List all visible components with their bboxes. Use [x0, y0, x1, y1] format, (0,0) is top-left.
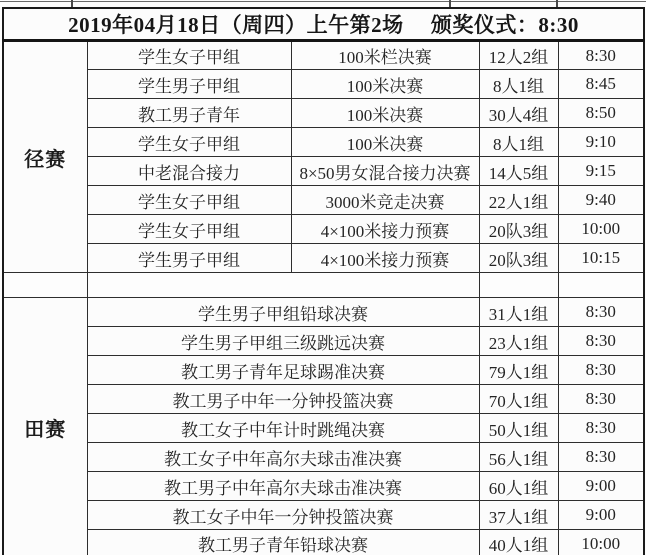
- event-cell: 8×50男女混合接力决赛: [291, 157, 479, 186]
- schedule-table: [2, 7, 645, 555]
- count-cell: 20队3组: [479, 244, 558, 273]
- time-cell: 9:40: [558, 186, 644, 215]
- event-cell: 3000米竞走决赛: [291, 186, 479, 215]
- event-cell: 教工男子中年高尔夫球击准决赛: [87, 472, 479, 501]
- time-cell: 10:00: [558, 530, 644, 555]
- time-cell: 8:45: [558, 70, 644, 99]
- count-cell: 8人1组: [479, 70, 558, 99]
- event-cell: 教工女子中年计时跳绳决赛: [87, 414, 479, 443]
- event-cell: 100米决赛: [291, 99, 479, 128]
- event-cell: 100米栏决赛: [291, 41, 479, 70]
- event-cell: 教工男子青年铅球决赛: [87, 530, 479, 555]
- count-cell: 50人1组: [479, 414, 558, 443]
- count-cell: 20队3组: [479, 215, 558, 244]
- separator-cell: [558, 273, 644, 298]
- time-cell: 8:30: [558, 385, 644, 414]
- event-cell: 教工男子中年一分钟投篮决赛: [87, 385, 479, 414]
- time-cell: 10:00: [558, 215, 644, 244]
- group-cell: 学生女子甲组: [87, 41, 291, 70]
- section-label-track: 径赛: [3, 41, 87, 273]
- count-cell: 79人1组: [479, 356, 558, 385]
- count-cell: 70人1组: [479, 385, 558, 414]
- separator-cell: [3, 273, 87, 298]
- group-cell: 教工男子青年: [87, 99, 291, 128]
- event-cell: 学生男子甲组三级跳远决赛: [87, 327, 479, 356]
- group-cell: 学生男子甲组: [87, 244, 291, 273]
- count-cell: 56人1组: [479, 443, 558, 472]
- event-cell: 100米决赛: [291, 128, 479, 157]
- event-cell: 教工女子中年高尔夫球击准决赛: [87, 443, 479, 472]
- separator-cell: [479, 273, 558, 298]
- count-cell: 23人1组: [479, 327, 558, 356]
- time-cell: 9:10: [558, 128, 644, 157]
- schedule-title: 2019年04月18日（周四）上午第2场 颁奖仪式：8:30: [3, 8, 644, 41]
- event-cell: 4×100米接力预赛: [291, 244, 479, 273]
- count-cell: 8人1组: [479, 128, 558, 157]
- event-cell: 100米决赛: [291, 70, 479, 99]
- time-cell: 8:30: [558, 443, 644, 472]
- event-cell: 4×100米接力预赛: [291, 215, 479, 244]
- section-label-field: 田赛: [3, 298, 87, 555]
- count-cell: 12人2组: [479, 41, 558, 70]
- time-cell: 8:30: [558, 298, 644, 327]
- group-cell: 学生男子甲组: [87, 70, 291, 99]
- event-cell: 教工男子青年足球踢准决赛: [87, 356, 479, 385]
- group-cell: 学生女子甲组: [87, 186, 291, 215]
- event-cell: 学生男子甲组铅球决赛: [87, 298, 479, 327]
- count-cell: 22人1组: [479, 186, 558, 215]
- count-cell: 31人1组: [479, 298, 558, 327]
- time-cell: 8:30: [558, 414, 644, 443]
- time-cell: 9:15: [558, 157, 644, 186]
- time-cell: 9:00: [558, 501, 644, 530]
- count-cell: 37人1组: [479, 501, 558, 530]
- separator-cell: [87, 273, 479, 298]
- time-cell: 9:00: [558, 472, 644, 501]
- event-cell: 教工女子中年一分钟投篮决赛: [87, 501, 479, 530]
- count-cell: 14人5组: [479, 157, 558, 186]
- group-cell: 学生女子甲组: [87, 215, 291, 244]
- time-cell: 8:30: [558, 356, 644, 385]
- time-cell: 8:50: [558, 99, 644, 128]
- time-cell: 8:30: [558, 41, 644, 70]
- group-cell: 中老混合接力: [87, 157, 291, 186]
- count-cell: 40人1组: [479, 530, 558, 555]
- time-cell: 10:15: [558, 244, 644, 273]
- group-cell: 学生女子甲组: [87, 128, 291, 157]
- time-cell: 8:30: [558, 327, 644, 356]
- count-cell: 30人4组: [479, 99, 558, 128]
- cropped-sheet-top-line: [0, 1, 646, 2]
- count-cell: 60人1组: [479, 472, 558, 501]
